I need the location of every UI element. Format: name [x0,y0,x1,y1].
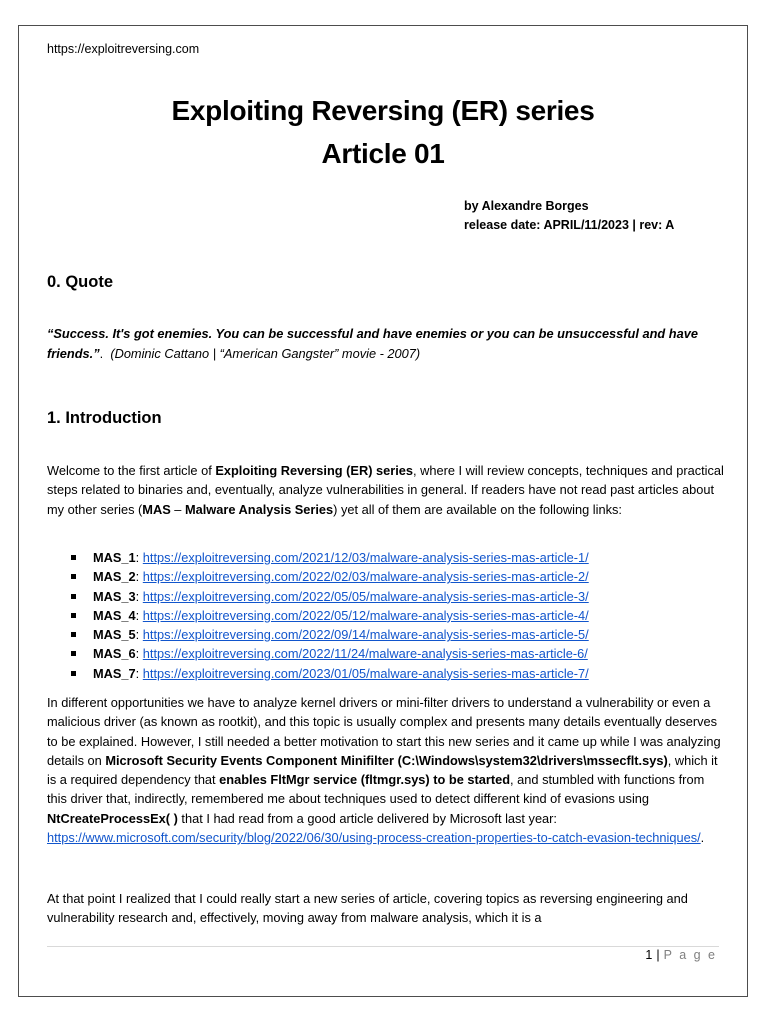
footer-divider [47,946,719,947]
text-run-bold: NtCreateProcessEx( ) [47,810,178,826]
header-url: https://exploitreversing.com [47,42,200,56]
text-run: , which it is a required dependency that [47,752,718,788]
mas-2-link[interactable]: https://exploitreversing.com/2022/02/03/malware-analysis-series-mas-article-2/ [142,569,589,585]
list-item: MAS_6: https://exploitreversing.com/2022/11/24/malware-analysis-series-mas-article-6/ [47,644,589,663]
list-item: MAS_2: https://exploitreversing.com/2022/02/03/malware-analysis-series-mas-article-2/ [47,567,589,586]
list-item: MAS_3: https://exploitreversing.com/2022/05/05/malware-analysis-series-mas-article-3/ [47,587,589,606]
microsoft-blog-link[interactable]: https://www.microsoft.com/security/blog/2022/06/30/using-process-creation-properties-to-catch-evasion-techniques/ [47,830,701,846]
article-title [19,89,747,175]
motivation-paragraph [47,693,727,847]
text-run: ) yet all of them are available on the following links: [333,501,622,517]
text-run: , where I will review concepts, techniques and practical steps related to binaries and, eventually, analyze vulnerabilities in general. If readers have not read past articles about my other series ( [47,463,724,517]
mas-5-link[interactable]: https://exploitreversing.com/2022/09/14/malware-analysis-series-mas-article-5/ [142,627,589,643]
text-run: that I had read from a good article delivered by Microsoft last year: [177,810,557,826]
byline [464,197,674,235]
mas-7-link[interactable]: https://exploitreversing.com/2023/01/05/malware-analysis-series-mas-article-7/ [142,665,589,681]
title-line-2: Article 01 [321,138,445,169]
mas-4-link[interactable]: https://exploitreversing.com/2022/05/12/malware-analysis-series-mas-article-4/ [142,607,589,623]
realization-paragraph: At that point I realized that I could really start a new series of article, covering topics as reversing engineering and vulnerability research and, effectively, moving away from malware analysis, which it is a [47,891,688,926]
page-footer [645,948,717,962]
author: by Alexandre Borges [464,199,589,213]
quote-attribution: (Dominic Cattano | “American Gangster” movie - 2007) [110,345,421,361]
footer-separator: | [656,948,660,962]
mas-3-link[interactable]: https://exploitreversing.com/2022/05/05/malware-analysis-series-mas-article-3/ [142,588,589,604]
list-item: MAS_4: https://exploitreversing.com/2022/05/12/malware-analysis-series-mas-article-4/ [47,606,589,625]
list-item: MAS_7: https://exploitreversing.com/2023/01/05/malware-analysis-series-mas-article-7/ [47,664,589,683]
document-page [18,25,748,997]
link-label: MAS_2 [93,569,136,585]
text-run: . [700,830,705,846]
intro-heading: 1. Introduction [47,409,162,427]
page-number: 1 [645,948,653,962]
quote-period: . [99,345,104,361]
link-label: MAS_6 [93,646,136,662]
intro-paragraph [47,461,727,519]
text-run: Welcome to the first article of [47,463,216,478]
text-run-bold: Exploiting Reversing (ER) series [215,463,414,478]
link-label: MAS_3 [93,588,136,604]
release-date: release date: APRIL/11/2023 | rev: A [464,218,675,232]
link-label: MAS_1 [93,550,136,565]
link-label: MAS_4 [93,607,136,623]
link-label: MAS_7 [93,665,136,681]
text-run: , and stumbled with functions from this driver that, indirectly, remembered me about techniques used to detect different kind of evasions using [47,772,705,807]
text-run: – [170,501,185,517]
text-run-bold: MAS [142,501,171,517]
list-item: MAS_5: https://exploitreversing.com/2022/09/14/malware-analysis-series-mas-article-5/ [47,625,589,644]
mas-6-link[interactable]: https://exploitreversing.com/2022/11/24/malware-analysis-series-mas-article-6/ [142,646,588,662]
quote-text: “Success. It's got enemies. You can be successful and have enemies or you can be unsuccessful and have friends.” [47,326,698,361]
mas-links-list [47,548,589,683]
list-item: MAS_1: https://exploitreversing.com/2021/12/03/malware-analysis-series-mas-article-1/ [47,548,589,567]
quote-block [47,324,727,363]
text-run-bold: enables FltMgr service (fltmgr.sys) to be started [219,772,511,788]
page-label: P a g e [663,948,717,962]
link-label: MAS_5 [93,627,136,643]
text-run: In different opportunities we have to analyze kernel drivers or mini-filter drivers to understand a vulnerability or even a malicious driver (as known as rootkit), and this topic is usually complex and presents many details eventually deserves to be explained. However, I still needed a better motivation to start this new series and it came up while I was analyzing details on [47,695,721,768]
mas-1-link[interactable]: https://exploitreversing.com/2021/12/03/malware-analysis-series-mas-article-1/ [142,550,589,565]
text-run-bold: Microsoft Security Events Component Minifilter (C:\Windows\system32\drivers\mssecflt.sys) [105,752,668,768]
title-line-1: Exploiting Reversing (ER) series [171,95,595,126]
text-run-bold: Malware Analysis Series [184,501,334,517]
quote-heading: 0. Quote [47,273,114,291]
